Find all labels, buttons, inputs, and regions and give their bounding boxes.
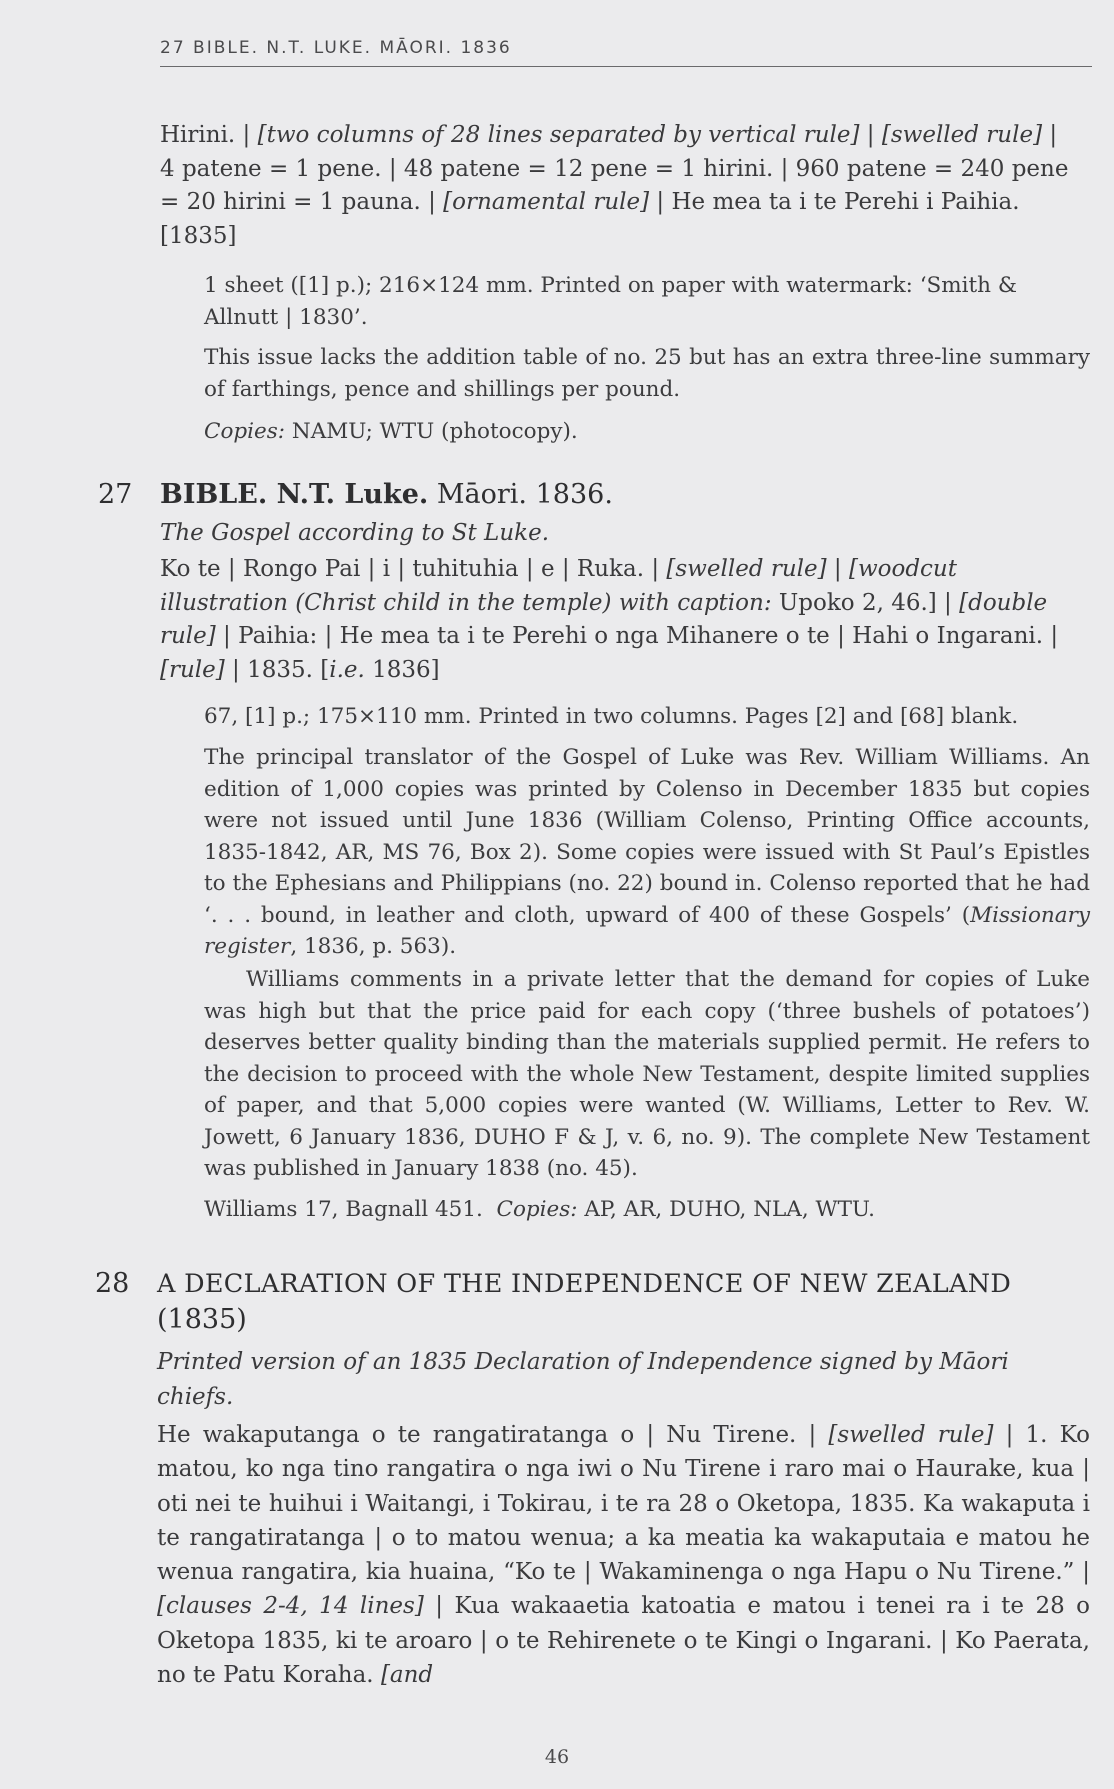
text-run: | He mea ta i te Perehi i Paihia. [1835] bbox=[160, 189, 1020, 249]
italic-run: Missionary register bbox=[204, 902, 1090, 959]
entry-28-subtitle bbox=[157, 1345, 1067, 1414]
running-head: 27 BIBLE. N.T. LUKE. MĀORI. 1836 bbox=[160, 38, 1092, 67]
text-run: | Paihia: | He mea ta i te Perehi o nga Mihanere o te | Hahi o Ingarani. | bbox=[215, 623, 1059, 649]
italic-run: [double rule] bbox=[160, 589, 1048, 649]
copies-list: NAMU; WTU (photocopy). bbox=[285, 419, 578, 444]
text-run: The principal translator of the Gospel of Luke was Rev. William Williams. An edition of 1,000 copies was printed by Colenso in December 1835 but copies were not issued until June 1836 (William Colenso, Printing Office accounts, 1835-1842, AR, MS 76, Box 2). Some copies were issued with St Paul’s Epistles to the Ephesians and Philippians (no. 22) bound in. Colenso reported that he had ‘. . . bound, in leather and cloth, upward of 400 of these Gospels’ ( bbox=[204, 745, 1090, 928]
copies-label: Copies: bbox=[496, 1197, 578, 1222]
entry-28-heading bbox=[157, 1266, 1092, 1338]
entry-27-note-1 bbox=[204, 742, 1090, 963]
italic-run: [and bbox=[380, 1662, 434, 1689]
entry-27-number: 27 bbox=[98, 479, 133, 510]
entry-27-references bbox=[204, 1194, 1090, 1226]
entry-27-heading-date: Māori. 1836. bbox=[428, 479, 613, 510]
entry-26-copies bbox=[204, 416, 1090, 448]
text-run: He wakaputanga o te rangatiratanga o | Nu Tirene. | bbox=[157, 1422, 829, 1448]
italic-run: [swelled rule] bbox=[881, 122, 1043, 148]
text-run: | 1835. [ bbox=[224, 656, 330, 683]
text-run: | 4 patene = 1 pene. | 48 patene = 12 pene = 1 hirini. | 960 patene = 240 pene = 20 hirini = 1 pauna. | bbox=[160, 122, 1069, 215]
entry-26-collation: 1 sheet ([1] p.); 216×124 mm. Printed on paper with watermark: ‘Smith & Allnutt | 1830’. bbox=[204, 273, 1017, 330]
italic-run: i.e. bbox=[329, 656, 365, 683]
text-run: | Kua wakaaetia katoatia e matou i tenei ra i te 28 o Oketopa 1835, ki te aroaro | o te Rehirenete o te Kingi o Ingarani. | Ko Paerata, no te Patu Koraha. bbox=[157, 1593, 1090, 1689]
italic-run: [swelled rule] bbox=[666, 556, 827, 582]
entry-28-heading-title: A DECLARATION OF THE INDEPENDENCE OF NEW ZEALAND bbox=[157, 1269, 1012, 1299]
italic-run: [ornamental rule] bbox=[443, 189, 650, 215]
text-run: | bbox=[826, 556, 849, 582]
text-run: 1836] bbox=[364, 656, 440, 683]
entry-27-subtitle bbox=[160, 517, 1090, 551]
entry-27-subtitle-text: The Gospel according to St Luke. bbox=[160, 520, 550, 546]
page-number: 46 bbox=[544, 1746, 570, 1768]
italic-run: [swelled rule] bbox=[828, 1422, 994, 1448]
copies-list: AP, AR, DUHO, NLA, WTU. bbox=[577, 1197, 875, 1222]
italic-run: [clauses 2-4, 14 lines] bbox=[157, 1593, 424, 1620]
italic-run: [two columns of 28 lines separated by vertical rule] bbox=[257, 122, 860, 148]
entry-28-number: 28 bbox=[95, 1268, 130, 1299]
text-run: | 1. Ko matou, ko nga tino rangatira o nga iwi o Nu Tirene i raro mai o Haurake, kua | oti nei te huihui i Waitangi, i Tokirau, i te ra 28 o Oketopa, 1835. Ka wakaputa i te rangatiratanga | o to matou wenua; a ka meatia ka wakaputaia e matou he wenua rangatira, kia huaina, “Ko te | Wakaminenga o nga Hapu o Nu Tirene.” | bbox=[157, 1422, 1090, 1586]
entry-27-note-2: Williams comments in a private letter that the demand for copies of Luke was high but that the price paid for each copy (‘three bushels of potatoes’) deserves better quality binding than the materials supplied permit. He refers to the decision to proceed with the whole New Testament, despite limited supplies of paper, and that 5,000 copies were wanted (W. Williams, Letter to Rev. W. Jowett, 6 January 1836, DUHO F & J, v. 6, no. 9). The complete New Testament was published in January 1838 (no. 45). bbox=[204, 967, 1090, 1181]
entry-28-transcription bbox=[157, 1418, 1090, 1692]
italic-run: [woodcut illustration (Christ child in the temple) with caption: bbox=[160, 556, 957, 616]
text-run: Hirini. | bbox=[160, 122, 258, 148]
entry-27-heading-main: BIBLE. N.T. Luke. bbox=[160, 479, 429, 510]
text-run: , 1836, p. 563). bbox=[290, 934, 457, 959]
entry-27-transcription bbox=[160, 553, 1090, 687]
entry-28-subtitle-text: Printed version of an 1835 Declaration of Independence signed by Māori chiefs. bbox=[157, 1349, 1009, 1410]
text-run: Upoko 2, 46.] | bbox=[771, 589, 960, 616]
entry-28-heading-date: (1835) bbox=[157, 1304, 247, 1335]
text-run: | bbox=[859, 122, 882, 148]
entry-27-collation: 67, [1] p.; 175×110 mm. Printed in two columns. Pages [2] and [68] blank. bbox=[204, 704, 1019, 729]
bibliography-refs: Williams 17, Bagnall 451. bbox=[204, 1197, 483, 1222]
entry-26-transcription bbox=[160, 119, 1070, 253]
copies-label: Copies: bbox=[204, 419, 286, 444]
entry-26-note: This issue lacks the addition table of no. 25 but has an extra three-line summary of farthings, pence and shillings per pound. bbox=[204, 345, 1090, 402]
entry-27-heading bbox=[160, 477, 1090, 513]
italic-run: [rule] bbox=[160, 656, 225, 683]
text-run: Ko te | Rongo Pai | i | tuhituhia | e | Ruka. | bbox=[160, 556, 667, 582]
